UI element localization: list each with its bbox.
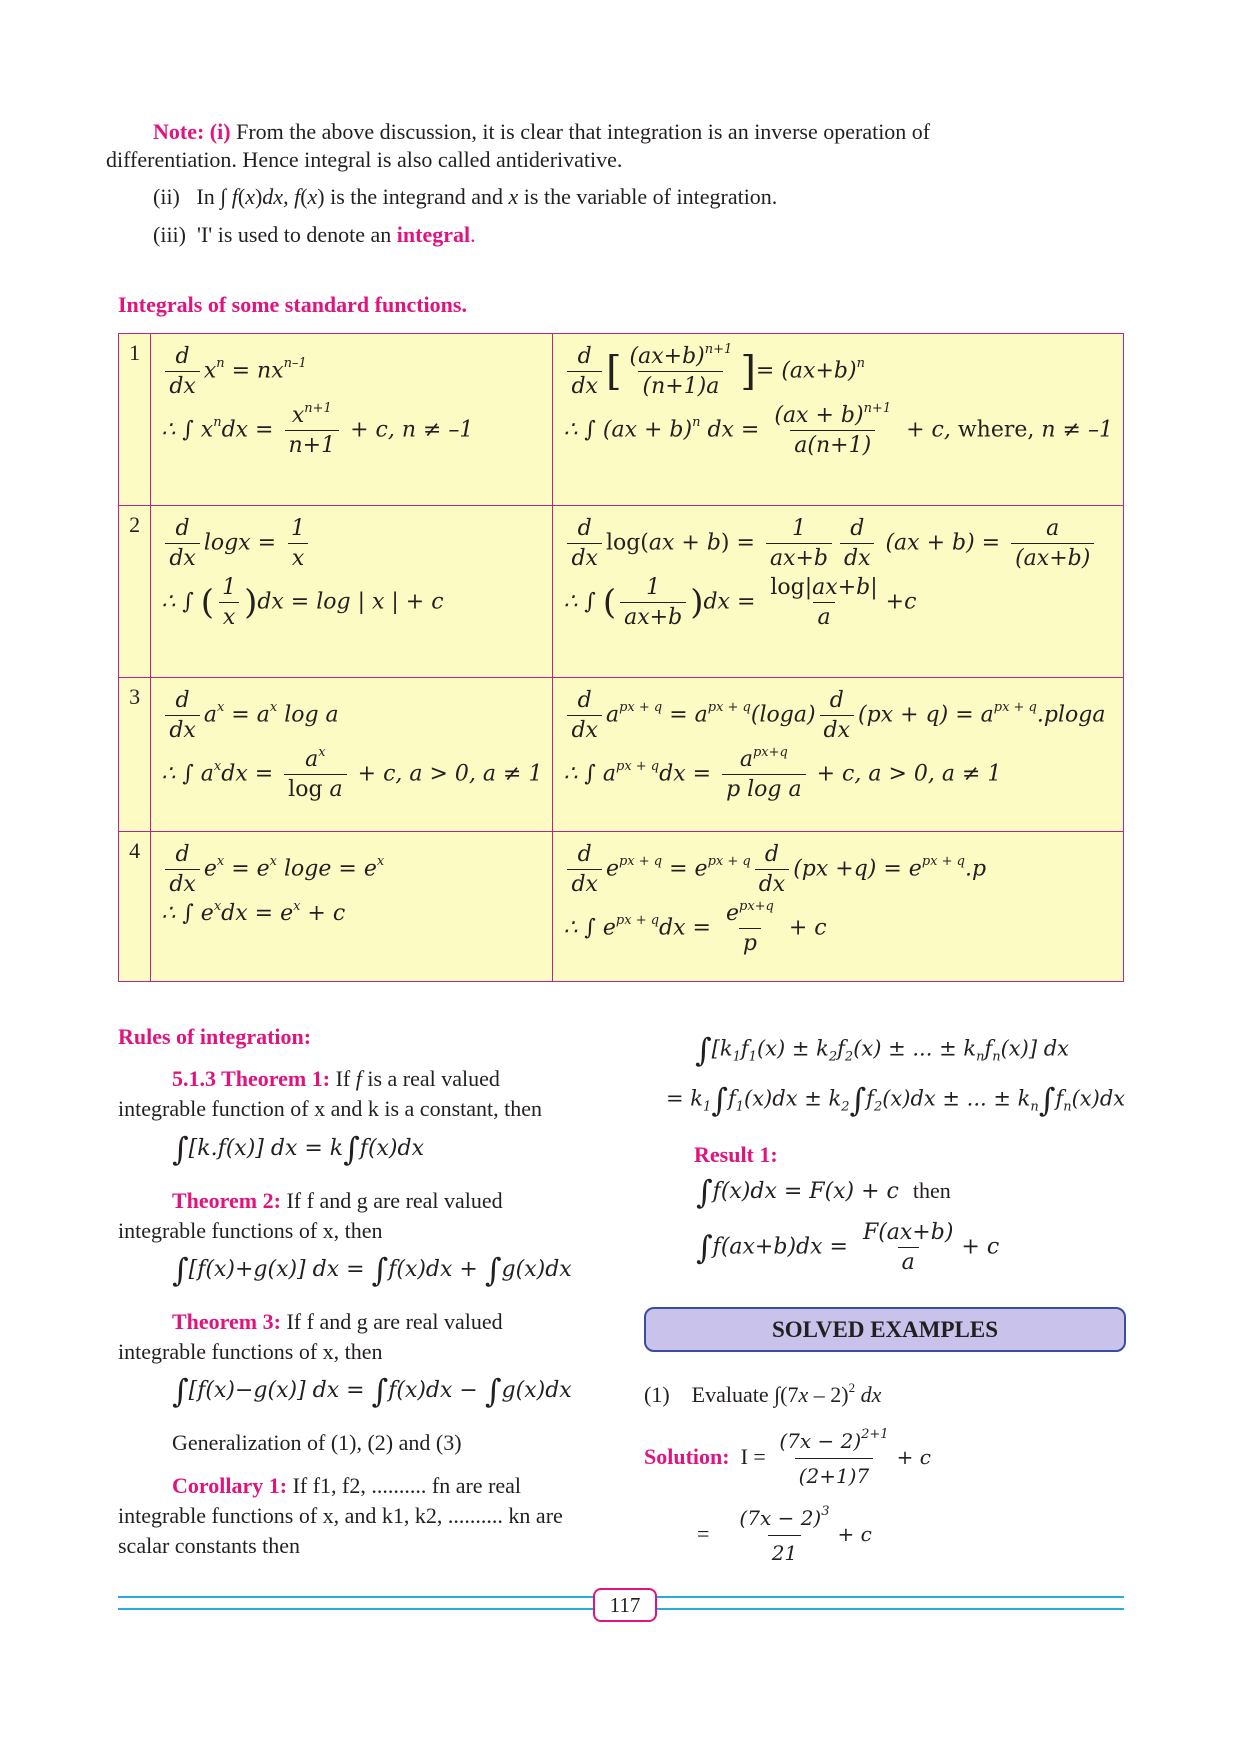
table-heading: Integrals of some standard functions. [118, 292, 467, 317]
theorem-2 [172, 1186, 503, 1216]
cell-exponential-e-rule: $\frac{d}{dx}$ $e^x = e^x$ $\log e = e^x$ ∴ ∫ $e^xdx = e^x + c$ [151, 832, 553, 982]
table-row [119, 334, 1124, 506]
corollary-line-2: integrable functions of x, and k1, k2, .......... kn are [118, 1503, 563, 1528]
result-1-formula-2: ∫f(ax+b)dx = $\frac{F(ax+b)}{a}$ + c [696, 1220, 1000, 1275]
theorem-2-line-2: integrable functions of x, then [118, 1218, 383, 1243]
theorem-1-text-a: If [330, 1066, 356, 1091]
example-number: (1) [644, 1382, 670, 1407]
row-number: 4 [119, 832, 151, 982]
result-1-label: Result 1: [694, 1142, 778, 1167]
result-1-formula-1: ∫f(x)dx = F(x) + c then [696, 1173, 951, 1211]
theorem-3-formula: ∫[f(x)−g(x)] dx = ∫f(x)dx − ∫g(x)dx [172, 1372, 572, 1410]
row-number: 3 [119, 678, 151, 832]
cell-linear-exponential-e-rule: $\frac{d}{dx}$ $e^{px + q} = e^{px + q}$ $\frac{d}{dx}$ $(px +q) = e^{px + q}.p$ ∴ ∫ $e^{px + q}dx$ = $\frac{e^{px+q}}{p}$ + c [553, 832, 1124, 982]
cell-log-rule: $\frac{d}{dx}$ logx = $\frac{1}{x}$ ∴ ∫ ( $\frac{1}{x}$ )dx = log | x | + c [151, 506, 553, 678]
note-iii-number: (iii) [153, 222, 186, 247]
note-iii-text: 'I' is used to denote an [197, 222, 397, 247]
table-row [119, 506, 1124, 678]
theorem-1-line-2: integrable function of x and k is a constant, then [118, 1096, 542, 1121]
standard-integrals-table [118, 333, 1124, 982]
theorem-2-formula: ∫[f(x)+g(x)] dx = ∫f(x)dx + ∫g(x)dx [172, 1251, 572, 1289]
cell-power-rule: $\frac{d}{dx}$ $x^n = nx^{n-1}$ ∴ ∫ $x^ndx$ = $\frac{x^{n+1}}{n+1}$ + c, n ≠ –1 [151, 334, 553, 506]
row-number: 1 [119, 334, 151, 506]
theorem-1-text-b: is a real valued [361, 1066, 500, 1091]
note-line-2: differentiation. Hence integral is also called antiderivative. [106, 147, 623, 172]
corollary-line-3: scalar constants then [118, 1533, 301, 1558]
note-ii-number: (ii) [153, 184, 180, 209]
example-text: Evaluate [691, 1382, 775, 1407]
cell-linear-power-rule: $\frac{d}{dx}$ [ $\frac{(ax+b)^{n+1}}{(n+1)a}$ ]= $(ax+b)^n$ ∴ ∫ (ax + b)$^n$ dx = $\frac{(ax + b)^{n+1}}{a(n+1)}$ + c, where, n ≠ –1 [553, 334, 1124, 506]
theorem-3-text: If f and g are real valued [280, 1309, 503, 1334]
note-iii-keyword: integral [396, 222, 471, 247]
theorem-1-formula: ∫[k.f(x)] dx = k∫f(x)dx [172, 1130, 425, 1168]
note-item-iii [153, 220, 476, 250]
cell-exponential-a-rule: $\frac{d}{dx}$ $a^x = a^x$ log a ∴ ∫ $a^xdx$ = $\frac{a^x}{\text{log a}}$ + c, a > 0, a ≠ 1 [151, 678, 553, 832]
solved-examples-banner: SOLVED EXAMPLES [644, 1307, 1126, 1352]
note-iii-end: . [470, 222, 476, 247]
cell-linear-exponential-a-rule: $\frac{d}{dx}$ $a^{px + q} = a^{px + q}(\log a)$ $\frac{d}{dx}$ $(px + q) = a^{px + q}.ploga$ ∴ ∫ $a^{px + q}dx$ = $\frac{a^{px+q}}{\text{p log a}}$ + c, a > 0, a ≠ 1 [553, 678, 1124, 832]
solution-lhs: I = [740, 1444, 766, 1469]
corollary-1 [172, 1471, 521, 1501]
result-then: then [912, 1178, 951, 1203]
theorem-3 [172, 1307, 503, 1337]
note-item-ii: (ii) In ∫ f(x)dx, f(x) is the integrand and x is the variable of integration. [153, 184, 778, 209]
cell-linear-log-rule: $\frac{d}{dx}$ log(ax + b) = $\frac{1}{ax+b}$ $\frac{d}{dx}$ (ax + b) = $\frac{a}{(ax+b)}$ ∴ ∫ ( $\frac{1}{ax+b}$ )dx = $\frac{\log|ax+b|}{a}$ +c [553, 506, 1124, 678]
theorem-2-label: Theorem 2: [172, 1188, 281, 1213]
table-row [119, 678, 1124, 832]
corollary-text: If f1, f2, .......... fn are real [287, 1473, 522, 1498]
page-number: 117 [593, 1588, 657, 1622]
example-1-result: = $\frac{(7x - 2)^3}{21}$ + c [697, 1503, 872, 1568]
generalization-text: Generalization of (1), (2) and (3) [172, 1430, 462, 1455]
result-equals: = [697, 1521, 710, 1546]
note-ii-text-b: is the integrand and [324, 184, 509, 209]
corollary-formula-line-1: $\int[k_1f_1(x) \pm k_2f_2(x)$ ± ... ± $k_nf_n(x)$] dx [695, 1031, 1069, 1069]
example-1-question: (1) Evaluate ∫(7x – 2)$^2$ dx [644, 1379, 882, 1407]
theorem-3-label: Theorem 3: [172, 1309, 281, 1334]
note-ii-text-a: In [196, 184, 221, 209]
theorem-2-text: If f and g are real valued [280, 1188, 503, 1213]
row-number: 2 [119, 506, 151, 678]
theorem-1-label: 5.1.3 Theorem 1: [172, 1066, 331, 1091]
solution-label: Solution: [644, 1444, 730, 1469]
theorem-3-line-2: integrable functions of x, then [118, 1339, 383, 1364]
theorem-1: 5.1.3 Theorem 1: If f is a real valued [172, 1066, 500, 1091]
note-text-1: From the above discussion, it is clear that integration is an inverse operation of [230, 119, 931, 144]
example-1-solution: Solution: I = $\frac{(7x - 2)^{2+1}}{(2+1)7}$ + c [644, 1426, 931, 1491]
corollary-label: Corollary 1: [172, 1473, 288, 1498]
note-label: Note: (i) [153, 119, 231, 144]
table-row [119, 832, 1124, 982]
rules-heading: Rules of integration: [118, 1024, 312, 1049]
note-ii-text-c: is the variable of integration. [518, 184, 778, 209]
corollary-formula-line-2: = $k_1\int f_1(x)dx \pm k_2\int f_2(x)dx$ ± ... ± $k_n\int f_n(x)dx$ [666, 1081, 1126, 1119]
note-line-1 [153, 117, 930, 147]
